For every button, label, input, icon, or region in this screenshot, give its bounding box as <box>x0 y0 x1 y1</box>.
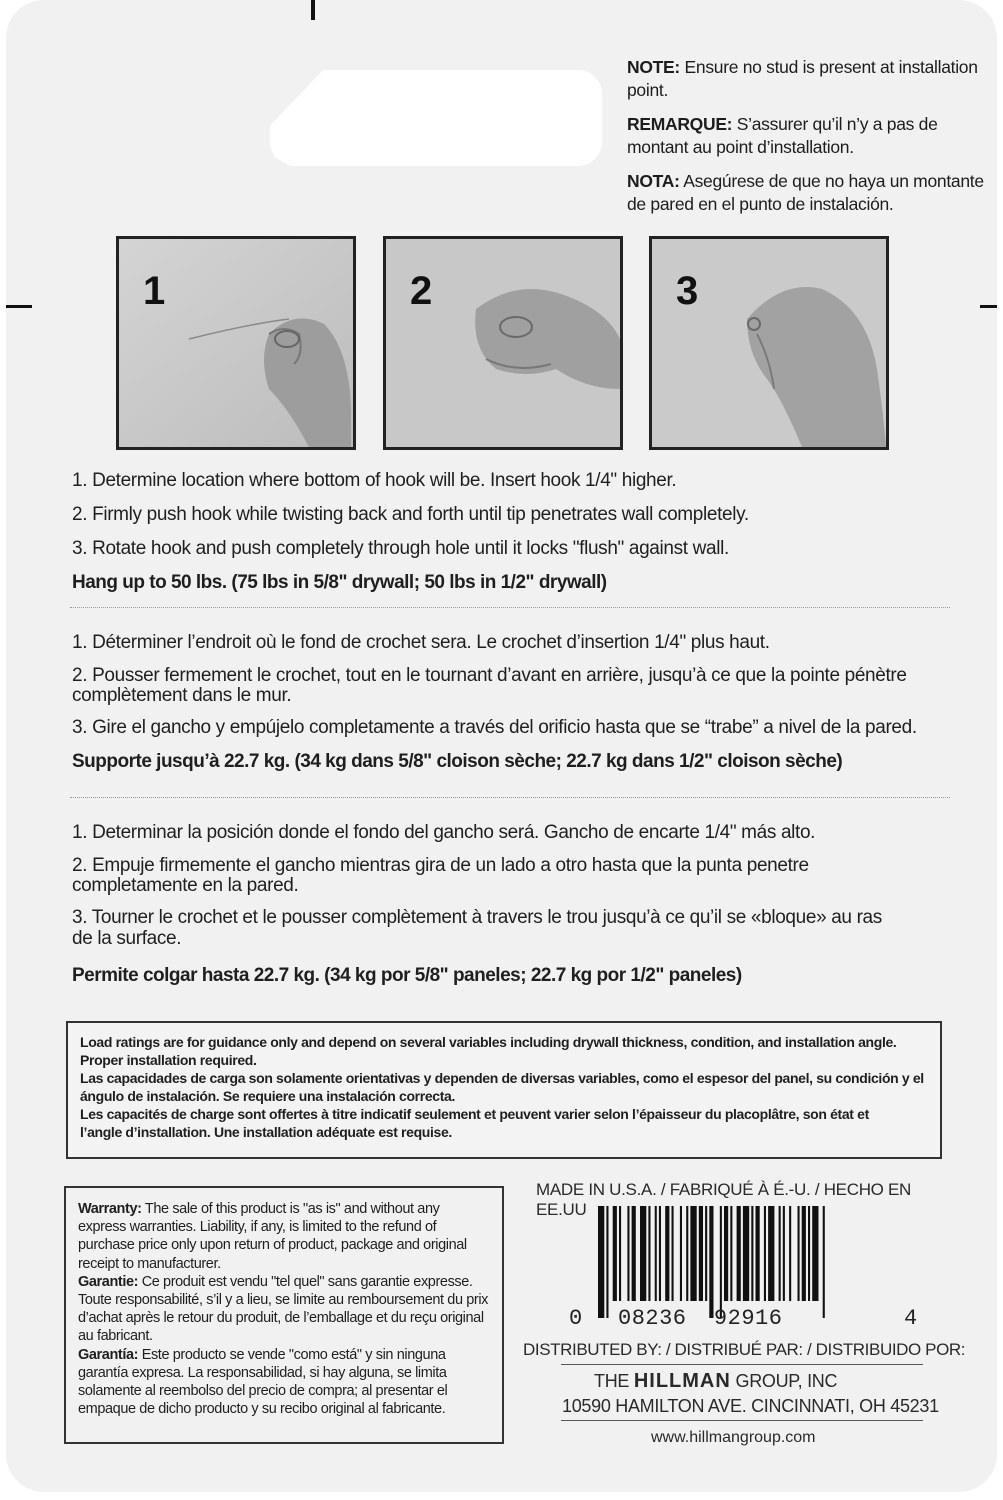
barcode-bar <box>812 1206 818 1301</box>
divider-1 <box>70 607 950 608</box>
barcode-bar <box>709 1206 713 1318</box>
barcode-bar <box>751 1206 753 1301</box>
distributor-rule-bottom <box>561 1420 923 1421</box>
barcode-bar <box>640 1206 646 1301</box>
step-3-number: 3 <box>676 269 699 313</box>
company-website[interactable]: www.hillmangroup.com <box>651 1429 816 1446</box>
barcode-bar <box>606 1206 608 1318</box>
barcode-bar <box>720 1206 722 1318</box>
barcode-digits: 08236 92916 <box>618 1306 783 1331</box>
step-1-number: 1 <box>143 269 166 313</box>
fr-step-1: 1. Déterminer l’endroit où le fond de crochet sera. Le crochet d’insertion 1/4" plus haut. <box>72 632 770 653</box>
country-of-origin: MADE IN U.S.A. / FABRIQUÉ À É.-U. / HECHO EN EE.UU <box>536 1180 912 1219</box>
fr-step-3: 3. Gire el gancho y empújelo completamente a través del orificio hasta que se “trabe” a nivel de la pared. <box>72 717 917 738</box>
barcode-bar <box>632 1206 636 1301</box>
installation-notes <box>627 56 997 227</box>
note-fr: REMARQUE: S’assurer qu’il n’y a pas de montant au point d’installation. <box>627 114 938 157</box>
warranty-fr: Garantie: Ce produit est vendu "tel quel" sans garantie expresse. Toute responsabilité, s’il y a lieu, se limite au remboursement du prix d’achat après le retour du produit, de l’emballage et du reçu original au fabricant. <box>78 1273 489 1345</box>
barcode-bar <box>665 1206 669 1301</box>
barcode-bar <box>756 1206 760 1301</box>
barcode-bar <box>798 1206 800 1301</box>
barcode-bar <box>619 1206 621 1301</box>
barcode-bar <box>823 1206 825 1318</box>
step-3-image <box>649 236 889 450</box>
fr-step-2b: complètement dans le mur. <box>72 685 292 706</box>
warranty-box <box>64 1186 504 1444</box>
barcode-bar <box>705 1206 707 1301</box>
hillman-logo: HILLMAN <box>633 1370 731 1392</box>
distributed-by: DISTRIBUTED BY: / DISTRIBUÉ PAR: / DISTRIBUIDO POR: <box>523 1340 966 1359</box>
instructions-spanish <box>72 822 962 987</box>
barcode-bar <box>690 1206 696 1301</box>
warranty-en: Warranty: The sale of this product is "as is" and without any express warranties. Liability, if any, is limited to the refund of purchase price only upon return of product, package and original receipt to manufacturer. <box>78 1201 467 1272</box>
barcode-bar <box>655 1206 657 1301</box>
barcode-left-digit: 0 <box>569 1306 583 1331</box>
distributor-rule-top <box>561 1364 923 1365</box>
barcode-bar <box>730 1206 732 1301</box>
note-en: NOTE: Ensure no stud is present at installation point. <box>627 57 978 100</box>
crop-mark-left <box>6 305 32 308</box>
note-es: NOTA: Asegúrese de que no haya un montante de pared en el punto de instalación. <box>627 171 984 214</box>
fr-step-2a: 2. Pousser fermement le crochet, tout en le tournant d’avant en arrière, jusqu’à ce que la pointe pénètre <box>72 665 907 686</box>
hang-hole <box>270 70 602 166</box>
step-2-number: 2 <box>410 269 433 313</box>
fr-load-rating: Supporte jusqu’à 22.7 kg. (34 kg dans 5/8" cloison sèche; 22.7 kg dans 1/2" cloison sèche) <box>72 751 843 772</box>
step-1-image <box>116 236 356 450</box>
barcode-bar <box>802 1206 806 1301</box>
barcode-bar <box>768 1206 774 1301</box>
es-load-rating: Permite colgar hasta 22.7 kg. (34 kg por 5/8" paneles; 22.7 kg por 1/2" paneles) <box>72 965 742 986</box>
barcode-bar <box>764 1206 766 1301</box>
es-step-2a: 2. Empuje firmemente el gancho mientras gira de un lado a otro hasta que la punta penetre <box>72 855 809 876</box>
barcode-bar <box>659 1206 661 1301</box>
crop-mark-top <box>311 0 315 20</box>
barcode-bars-icon <box>598 1206 898 1318</box>
barcode-bar <box>789 1206 791 1301</box>
warranty-es: Garantía: Este producto se vende "como está" y sin ninguna garantía expresa. La responsabilidad, si hay alguna, se limita solamente al reembolso del precio de compra; al presentar el empaque de dicho producto y su recibo original al fabricante. <box>78 1346 448 1418</box>
en-step-1: 1. Determine location where bottom of hook will be. Insert hook 1/4" higher. <box>72 470 677 491</box>
barcode-bar <box>737 1206 741 1301</box>
barcode-right-digit: 4 <box>904 1306 918 1331</box>
crop-mark-right <box>980 305 997 308</box>
barcode-bar <box>613 1206 617 1301</box>
barcode-bar <box>699 1206 703 1301</box>
en-step-2: 2. Firmly push hook while twisting back and forth until tip penetrates wall completely. <box>72 504 749 525</box>
es-step-1: 1. Determinar la posición donde el fondo del gancho será. Gancho de encarte 1/4" más alto. <box>72 822 816 843</box>
company-name: THE HILLMAN GROUP, INC <box>594 1370 838 1392</box>
instructions-french <box>72 632 962 773</box>
barcode-bar <box>672 1206 674 1301</box>
barcode-bar <box>808 1206 810 1301</box>
step-2-image <box>383 236 623 450</box>
barcode-bar <box>627 1206 629 1301</box>
barcode-bar <box>598 1206 604 1318</box>
en-load-rating: Hang up to 50 lbs. (75 lbs in 5/8" drywall; 50 lbs in 1/2" drywall) <box>72 572 607 593</box>
barcode-bar <box>686 1206 688 1301</box>
es-step-3a: 3. Tourner le crochet et le pousser complètement à travers le trou jusqu’à ce qu’il se «bloque» au ras <box>72 907 882 928</box>
barcode-bar <box>783 1206 785 1301</box>
es-step-2b: completamente en la pared. <box>72 875 299 896</box>
package-back-card <box>6 0 997 1492</box>
instructions-english <box>72 470 962 594</box>
barcode-bar <box>724 1206 728 1301</box>
barcode-bar <box>648 1206 650 1301</box>
es-step-3b: de la surface. <box>72 928 182 949</box>
company-address: 10590 HAMILTON AVE. CINCINNATI, OH 45231 <box>562 1396 939 1416</box>
barcode-bar <box>743 1206 749 1301</box>
en-step-3: 3. Rotate hook and push completely through hole until it locks "flush" against wall. <box>72 538 729 559</box>
barcode-bar <box>680 1206 682 1301</box>
divider-2 <box>70 797 950 798</box>
upc-barcode <box>598 1206 898 1316</box>
load-rating-disclaimer: Load ratings are for guidance only and depend on several variables including drywall thickness, condition, and installation angle. Proper installation required. Las capacidades de carga son solamente orientativas y dependen de diversas variables, como el espesor del panel, su condición y el ángulo de instalación. Se requiere una instalación correcta. Les capacités de charge sont offertes à titre indicatif seulement et peuvent varier selon l’épaisseur du placoplâtre, son état et l’angle d’installation. Une installation adéquate est requise. <box>66 1021 942 1159</box>
barcode-bar <box>779 1206 781 1301</box>
